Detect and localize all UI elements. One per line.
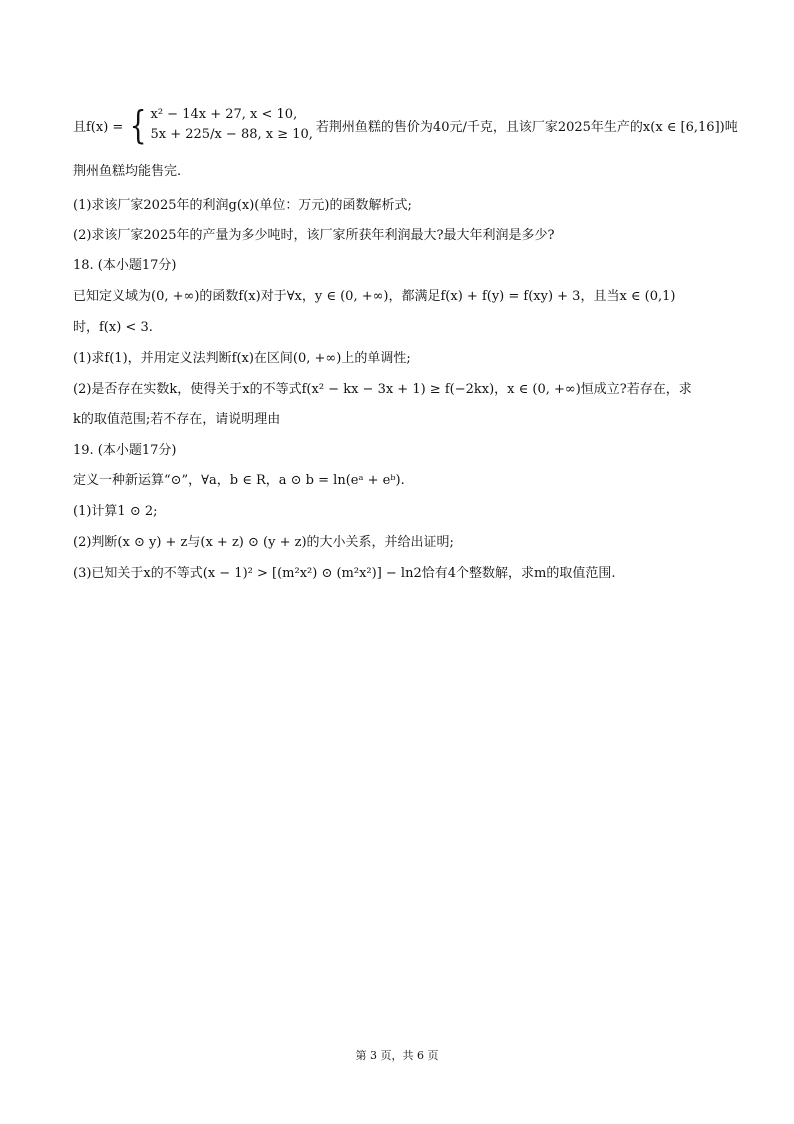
piecewise-case-2: 5x + 225/x − 88, x ≥ 10, bbox=[150, 127, 313, 142]
piecewise-tail: 若荆州鱼糕的售价为40元/千克，且该厂家2025年生产的x(x ∈ [6,16])吨 bbox=[315, 119, 738, 135]
piecewise-definition-row bbox=[73, 102, 738, 148]
problem18-line1: 已知定义域为(0, +∞)的函数f(x)对于∀x，y ∈ (0, +∞)，都满足f(x) + f(y) = f(xy) + 3，且当x ∈ (0,1) bbox=[73, 289, 676, 304]
problem18-question-2b: k的取值范围;若不存在，请说明理由 bbox=[73, 412, 281, 427]
problem19-question-2: (2)判断(x ⊙ y) + z与(x + z) ⊙ (y + z)的大小关系，并给出证明; bbox=[73, 535, 454, 550]
problem19-line1: 定义一种新运算“⊙”，∀a，b ∈ R，a ⊙ b = ln(eᵃ + eᵇ). bbox=[73, 473, 405, 488]
problem19-question-1: (1)计算1 ⊙ 2; bbox=[73, 504, 158, 519]
problem18-question-1: (1)求f(1)，并用定义法判断f(x)在区间(0, +∞)上的单调性; bbox=[73, 351, 411, 366]
problem18-line2: 时，f(x) < 3. bbox=[73, 320, 153, 335]
piecewise-lead: 且f(x) = bbox=[73, 119, 124, 135]
problem17-question-1: (1)求该厂家2025年的利润g(x)(单位：万元)的函数解析式; bbox=[73, 198, 412, 213]
page-footer: 第 3 页，共 6 页 bbox=[355, 1049, 439, 1062]
piecewise-cases bbox=[126, 105, 313, 145]
problem19-heading: 19. (本小题17分) bbox=[73, 443, 177, 458]
problem18-question-2a: (2)是否存在实数k，使得关于x的不等式f(x² − kx − 3x + 1) ≥ f(−2kx)，x ∈ (0, +∞)恒成立?若存在，求 bbox=[73, 382, 692, 397]
piecewise-case-1: x² − 14x + 27, x < 10, bbox=[150, 107, 298, 122]
problem17-question-2: (2)求该厂家2025年的产量为多少吨时，该厂家所获年利润最大?最大年利润是多少? bbox=[73, 228, 555, 243]
problem18-heading: 18. (本小题17分) bbox=[73, 258, 177, 273]
brace-icon: { bbox=[129, 103, 147, 147]
problem19-question-3: (3)已知关于x的不等式(x − 1)² > [(m²x²) ⊙ (m²x²)] − ln2恰有4个整数解，求m的取值范围. bbox=[73, 566, 616, 581]
problem17-line2: 荆州鱼糕均能售完. bbox=[73, 164, 182, 179]
